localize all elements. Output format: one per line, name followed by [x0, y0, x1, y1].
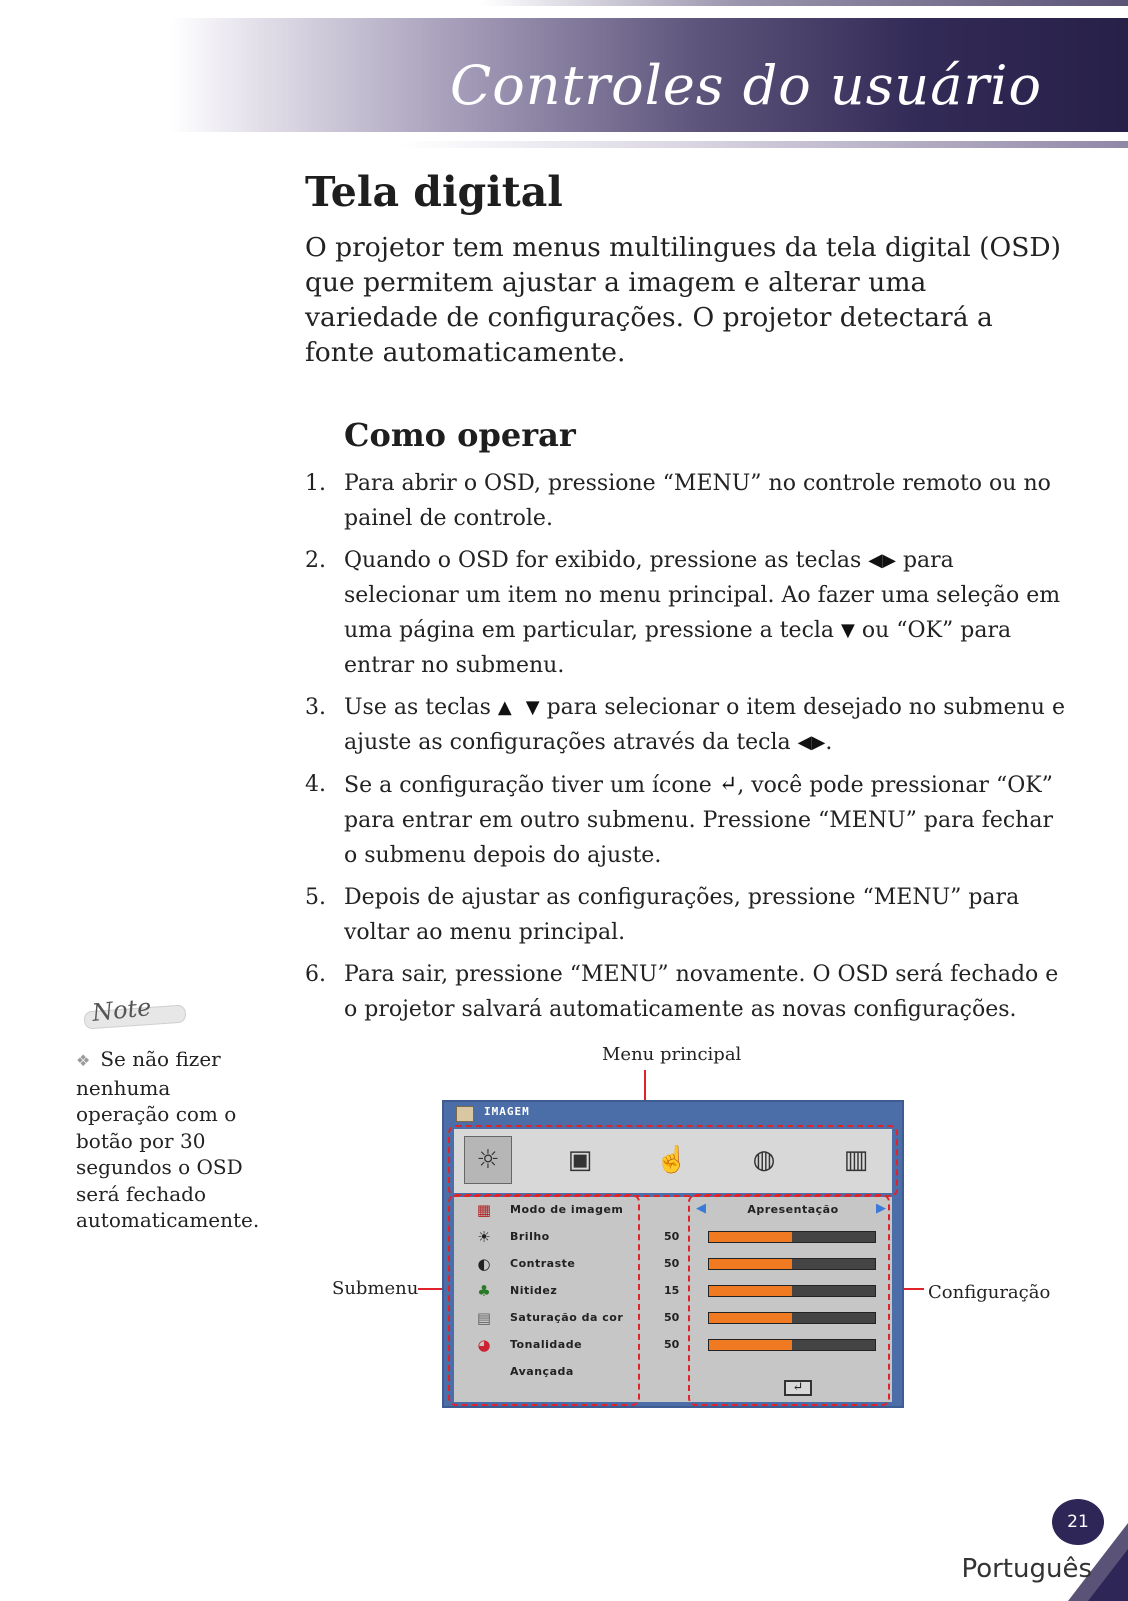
- contrast-circle-icon: ◐: [477, 1255, 491, 1273]
- image-menu-icon: [456, 1106, 474, 1122]
- enter-icon: ↵: [718, 772, 738, 797]
- subsection-title: Como operar: [344, 416, 576, 454]
- right-arrow-icon[interactable]: ▶: [876, 1201, 886, 1216]
- picture-mode-value: Apresentação: [747, 1203, 839, 1216]
- step-4: 4. Se a configuração tiver um ícone ↵, você pode pressionar “OK” para entrar em outro submenu. Pressione “MENU” para fechar o submenu depois do ajuste.: [305, 767, 1065, 873]
- options-tab-icon[interactable]: ▥: [843, 1145, 869, 1175]
- screen-tab-icon[interactable]: ▣: [567, 1145, 593, 1175]
- setting-highlight: [688, 1194, 890, 1406]
- down-arrow-icon: ▼: [841, 620, 855, 641]
- osd-row-tint[interactable]: ◕ Tonalidade 50: [454, 1332, 694, 1359]
- brightness-sun-icon: ☀: [477, 1228, 491, 1246]
- right-arrow-icon: ▶: [882, 550, 896, 571]
- main-menu-highlight: [448, 1125, 898, 1197]
- steps-list: [305, 466, 1065, 1034]
- note-text: ❖ Se não fizer nenhuma operação com o botão por 30 segundos o OSD será fechado automaticamente.: [76, 1047, 260, 1232]
- saturation-grid-icon: ▤: [476, 1309, 492, 1327]
- label-main-menu: Menu principal: [602, 1044, 742, 1065]
- header-banner: [170, 18, 1128, 132]
- right-arrow-icon: ▶: [811, 732, 826, 753]
- diamond-bullet-icon: ❖: [76, 1051, 91, 1070]
- picture-mode-icon: ▦: [476, 1201, 492, 1219]
- setup-tab-icon[interactable]: ☝: [655, 1145, 689, 1175]
- footer-language: Português: [961, 1554, 1092, 1584]
- down-arrow-icon: ▼: [525, 697, 540, 718]
- left-arrow-icon: ◀: [797, 732, 812, 753]
- section-title: Tela digital: [305, 168, 563, 216]
- banner-underline: [400, 141, 1128, 148]
- osd-row-picture-mode[interactable]: ▦ Modo de imagem: [454, 1197, 694, 1224]
- step-3: 3. Use as teclas ▲ ▼ para selecionar o item desejado no submenu e ajuste as configurações através da tecla ◀▶.: [305, 690, 1065, 760]
- step-5: 5. Depois de ajustar as configurações, pressione “MENU” para voltar ao menu principal.: [305, 885, 1020, 945]
- left-arrow-icon[interactable]: ◀: [696, 1201, 706, 1216]
- osd-titlebar: IMAGEM: [444, 1102, 902, 1124]
- note-badge: Note: [78, 998, 190, 1032]
- page-number: 21: [1052, 1499, 1104, 1545]
- label-submenu: Submenu: [332, 1278, 419, 1299]
- chapter-title: Controles do usuário: [449, 54, 1042, 117]
- left-arrow-icon: ◀: [868, 550, 883, 571]
- up-arrow-icon: ▲: [497, 697, 512, 718]
- sharpness-trees-icon: ♣: [477, 1282, 491, 1300]
- language-globe-icon[interactable]: ◍: [752, 1145, 776, 1175]
- step-2: 2. Quando o OSD for exibido, pressione as teclas ◀▶ para selecionar um item no menu principal. Ao fazer uma seleção em uma página em particular, pressione a tecla ▼ ou “OK” para entrar no submenu.: [305, 543, 1065, 683]
- step-1: 1. Para abrir o OSD, pressione “MENU” no controle remoto ou no painel de controle.: [305, 471, 1051, 531]
- osd-screenshot: [442, 1100, 904, 1408]
- top-decor-line: [480, 0, 1128, 6]
- corner-decor: [1088, 1549, 1128, 1601]
- submenu-highlight: [448, 1194, 640, 1406]
- label-setting: Configuração: [928, 1282, 1051, 1303]
- enter-icon[interactable]: ↵: [784, 1380, 812, 1396]
- osd-row-saturation[interactable]: ▤ Saturação da cor 50: [454, 1305, 694, 1332]
- step-6: 6. Para sair, pressione “MENU” novamente. O OSD será fechado e o projetor salvará automaticamente as novas configurações.: [305, 962, 1059, 1022]
- image-tab-icon[interactable]: ☼: [464, 1136, 512, 1184]
- intro-paragraph: O projetor tem menus multilingues da tela digital (OSD) que permitem ajustar a imagem e alterar uma variedade de configurações. O projetor detectará a fonte automaticamente.: [305, 232, 1061, 368]
- tint-color-wheel-icon: ◕: [477, 1336, 491, 1354]
- osd-row-advanced[interactable]: Avançada: [510, 1365, 574, 1378]
- osd-row-contrast[interactable]: ◐ Contraste 50: [454, 1251, 694, 1278]
- osd-row-sharpness[interactable]: ♣ Nitidez 15: [454, 1278, 694, 1305]
- osd-row-brightness[interactable]: ☀ Brilho 50: [454, 1224, 694, 1251]
